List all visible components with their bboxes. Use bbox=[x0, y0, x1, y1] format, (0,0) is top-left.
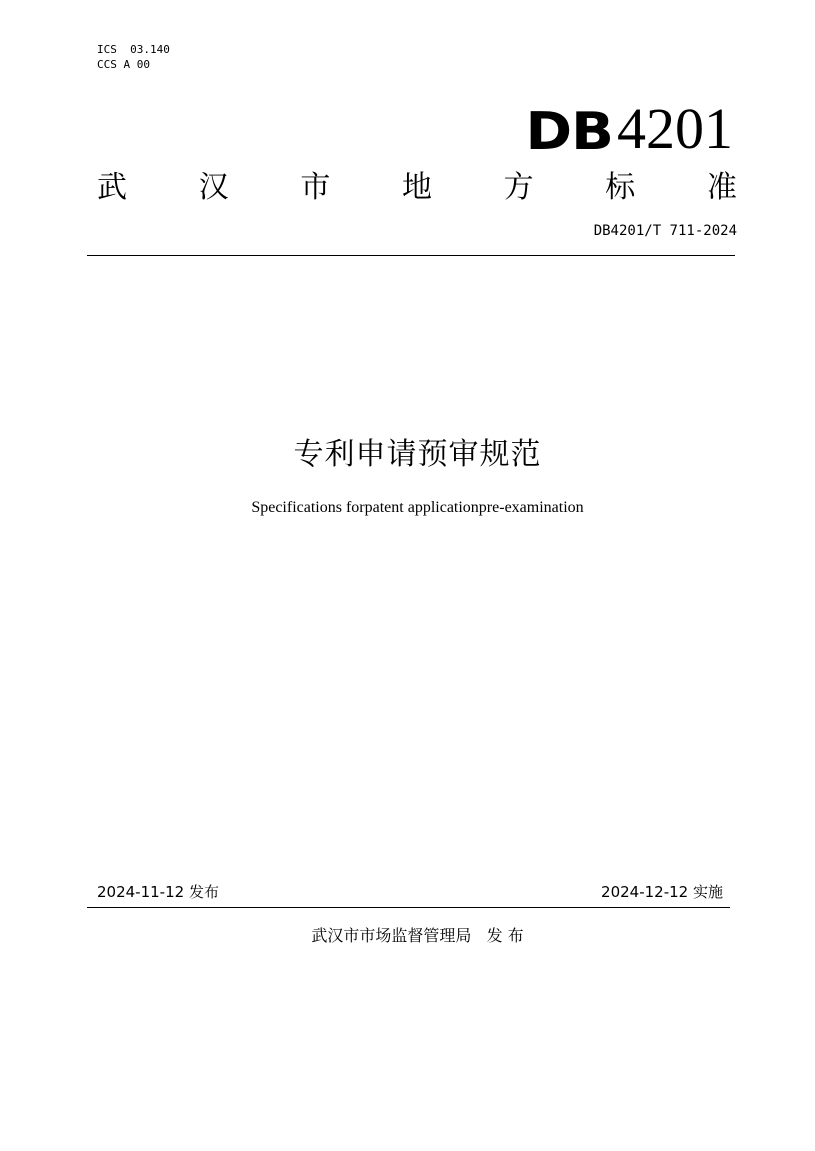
top-divider bbox=[87, 255, 735, 256]
implement-date: 2024-12-12 实施 bbox=[601, 883, 723, 901]
ics-code: ICS 03.140 bbox=[97, 43, 170, 56]
standard-type-char: 武 bbox=[97, 170, 127, 205]
standard-type-char: 市 bbox=[300, 170, 331, 205]
classification-codes bbox=[97, 42, 170, 72]
standard-type-char: 标 bbox=[605, 170, 636, 205]
standard-type-char: 方 bbox=[503, 170, 534, 205]
standard-type-char: 准 bbox=[706, 170, 737, 205]
standard-code-logo bbox=[525, 88, 733, 162]
document-title: 专利申请预审规范 bbox=[293, 437, 542, 472]
document-subtitle: Specifications forpatent applicationpre-examination bbox=[251, 499, 584, 516]
publish-date: 2024-11-12 发布 bbox=[97, 883, 219, 901]
standard-type-char: 汉 bbox=[198, 170, 229, 205]
standard-number: DB4201/T 711-2024 bbox=[593, 223, 737, 239]
date-row bbox=[97, 880, 723, 904]
standard-code-prefix: DB bbox=[525, 102, 613, 162]
publisher: 武汉市市场监督管理局 发 布 bbox=[311, 926, 524, 945]
bottom-divider bbox=[87, 907, 730, 908]
ccs-code: CCS A 00 bbox=[97, 58, 150, 71]
standard-code-number: 4201 bbox=[617, 96, 733, 161]
standard-type-heading bbox=[97, 166, 737, 210]
standard-type-char: 地 bbox=[401, 170, 432, 205]
